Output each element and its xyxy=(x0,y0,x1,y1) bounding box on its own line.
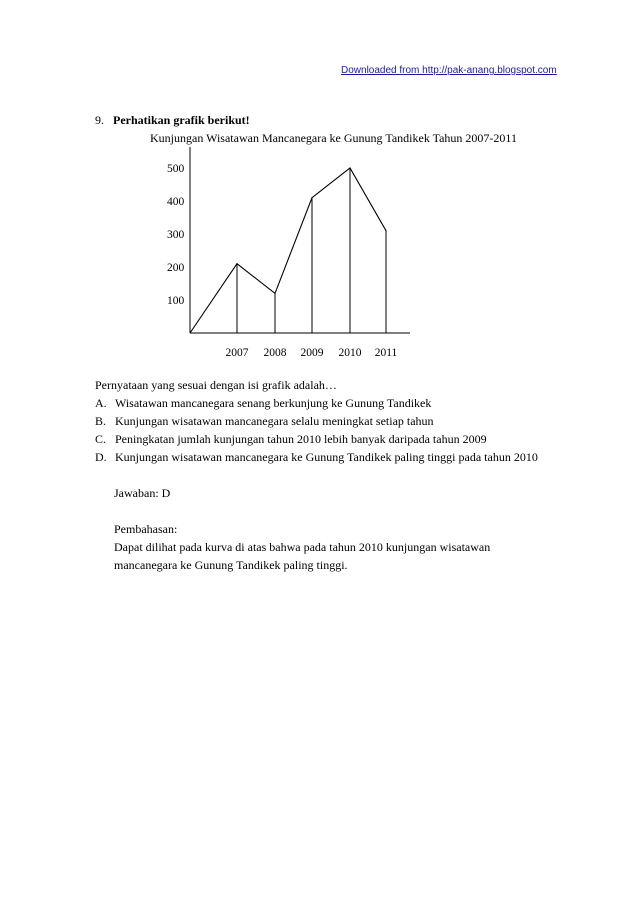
question-number: 9. xyxy=(95,113,104,127)
option-a-text: Wisatawan mancanegara senang berkunjung ke Gunung Tandikek xyxy=(115,396,432,410)
question-prompt: Perhatikan grafik berikut! xyxy=(113,113,250,127)
option-d xyxy=(95,450,538,465)
option-b-letter: B. xyxy=(95,414,107,428)
y-tick-label: 500 xyxy=(167,163,185,175)
source-link[interactable]: Downloaded from http://pak-anang.blogspot.com xyxy=(341,65,557,76)
option-d-text: Kunjungan wisatawan mancanegara ke Gunung Tandikek paling tinggi pada tahun 2010 xyxy=(115,450,538,464)
y-tick-label: 300 xyxy=(167,229,185,241)
option-c xyxy=(95,432,487,447)
x-tick-label: 2008 xyxy=(263,347,287,359)
option-c-text: Peningkatan jumlah kunjungan tahun 2010 lebih banyak daripada tahun 2009 xyxy=(115,432,487,446)
option-d-letter: D. xyxy=(95,450,107,464)
explanation-heading: Pembahasan: xyxy=(114,522,178,536)
x-tick-label: 2011 xyxy=(374,347,398,359)
data-point xyxy=(236,263,237,264)
explanation-line-2: mancanegara ke Gunung Tandikek paling tinggi. xyxy=(114,558,348,572)
option-a-letter: A. xyxy=(95,396,107,410)
data-point xyxy=(274,293,275,294)
series-line xyxy=(190,168,386,333)
question-statement: Pernyataan yang sesuai dengan isi grafik adalah… xyxy=(95,378,337,392)
data-point xyxy=(311,197,312,198)
y-tick-label: 100 xyxy=(167,295,185,307)
y-tick-label: 200 xyxy=(167,262,185,274)
option-b-text: Kunjungan wisatawan mancanegara selalu meningkat setiap tahun xyxy=(115,414,434,428)
x-tick-label: 2009 xyxy=(300,347,324,359)
option-a xyxy=(95,396,431,411)
y-tick-label: 400 xyxy=(167,196,185,208)
data-point xyxy=(385,230,386,231)
data-point xyxy=(349,167,350,168)
option-c-letter: C. xyxy=(95,432,107,446)
x-tick-label: 2007 xyxy=(225,347,249,359)
answer-text: Jawaban: D xyxy=(114,486,171,500)
option-b xyxy=(95,414,434,429)
x-tick-label: 2010 xyxy=(338,347,362,359)
explanation-line-1: Dapat dilihat pada kurva di atas bahwa pada tahun 2010 kunjungan wisatawan xyxy=(114,540,491,554)
chart-title: Kunjungan Wisatawan Mancanegara ke Gunung Tandikek Tahun 2007-2011 xyxy=(150,131,517,145)
